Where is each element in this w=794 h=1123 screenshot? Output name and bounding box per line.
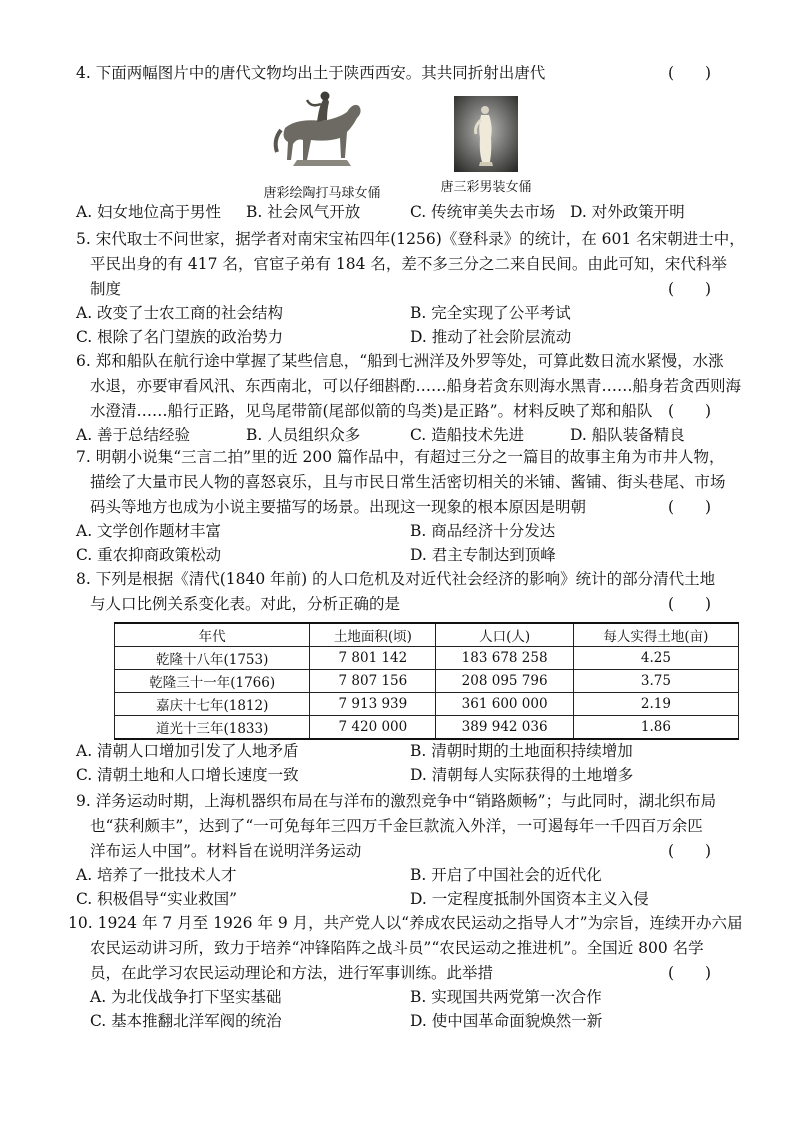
table-header-cell: 每人实得土地(亩) — [573, 623, 738, 647]
table-cell: 7 801 142 — [310, 647, 436, 670]
table-cell: 1.86 — [573, 716, 738, 740]
q10-answer-paren: ( ) — [668, 964, 712, 982]
q5-answer-paren: ( ) — [668, 280, 712, 298]
q8-option-a[interactable]: A. 清朝人口增加引发了人地矛盾 — [76, 742, 299, 760]
table-header-row — [115, 623, 739, 647]
q5-stem-line-2: 平民出身的有 417 名，官宦子弟有 184 名，差不多三分之二来自民间。由此可知，宋代科举 — [90, 255, 727, 273]
q6-stem-line-3: 水澄清……船行正路，见鸟尾带箭(尾部似箭的鸟类)是正路”。材料反映了郑和船队 — [90, 402, 653, 420]
q9-answer-paren: ( ) — [668, 842, 712, 860]
q6-answer-paren: ( ) — [668, 402, 712, 420]
q7-option-b[interactable]: B. 商品经济十分发达 — [410, 522, 556, 540]
q4-figure-polo-player — [262, 88, 382, 201]
q6-option-a[interactable]: A. 善于总结经验 — [76, 426, 191, 444]
table-header-cell: 人口(人) — [436, 623, 573, 647]
q9-stem-line-2: 也“获利颇丰”，达到了“一可免每年三四万千金巨款流入外洋，一可遏每年一千四百万余匹 — [90, 817, 703, 835]
table-cell: 389 942 036 — [436, 716, 573, 740]
table-header-cell: 土地面积(顷) — [310, 623, 436, 647]
q10-option-a[interactable]: A. 为北伐战争打下坚实基础 — [90, 988, 282, 1006]
q4-option-c[interactable]: C. 传统审美失去市场 — [410, 203, 556, 221]
table-cell: 4.25 — [573, 647, 738, 670]
q8-option-b[interactable]: B. 清朝时期的土地面积持续增加 — [410, 742, 633, 760]
q9-stem-line-3: 洋布运人中国”。材料旨在说明洋务运动 — [90, 842, 362, 860]
q4-figure-female-figurine — [436, 96, 536, 195]
q10-stem-line-1: 10. 1924 年 7 月至 1926 年 9 月，共产党人以“养成农民运动之指导人才”为宗旨，连续开办六届 — [68, 914, 743, 932]
q10-option-d[interactable]: D. 使中国革命面貌焕然一新 — [410, 1012, 603, 1030]
table-cell: 3.75 — [573, 670, 738, 693]
q5-option-a[interactable]: A. 改变了士农工商的社会结构 — [76, 304, 284, 322]
q9-option-a[interactable]: A. 培养了一批技术人才 — [76, 866, 237, 884]
q4-option-a[interactable]: A. 妇女地位高于男性 — [76, 203, 222, 221]
q6-option-c[interactable]: C. 造船技术先进 — [410, 426, 525, 444]
q10-stem-line-2: 农民运动讲习所，致力于培养“冲锋陷阵之战斗员”“农民运动之推进机”。全国近 800 名学 — [90, 939, 704, 957]
table-row — [115, 670, 739, 693]
table-row — [115, 647, 739, 670]
q9-stem-line-1: 9. 洋务运动时期，上海机器织布局在与洋布的激烈竞争中“销路颇畅”；与此同时，湖北织布局 — [76, 792, 717, 810]
table-row — [115, 716, 739, 740]
q4-answer-paren: ( ) — [668, 64, 712, 82]
q7-option-a[interactable]: A. 文学创作题材丰富 — [76, 522, 222, 540]
q9-option-d[interactable]: D. 一定程度抵制外国资本主义入侵 — [410, 890, 649, 908]
table-cell: 嘉庆十七年(1812) — [115, 693, 310, 716]
q7-stem-line-1: 7. 明朝小说集“三言二拍”里的近 200 篇作品中，有超过三分之一篇目的故事主角为市井人物， — [76, 448, 725, 466]
q7-stem-line-2: 描绘了大量市民人物的喜怒哀乐，且与市民日常生活密切相关的米铺、酱铺、街头巷尾、市场 — [90, 473, 726, 491]
table-cell: 7 913 939 — [310, 693, 436, 716]
q10-option-c[interactable]: C. 基本推翻北洋军阀的统治 — [90, 1012, 282, 1030]
q8-stem-line-2: 与人口比例关系变化表。对此，分析正确的是 — [90, 595, 401, 613]
q5-stem-line-1: 5. 宋代取士不问世家，据学者对南宋宝祐四年(1256)《登科录》的统计，在 601 名宋朝进士中， — [76, 230, 745, 248]
table-cell: 乾隆三十一年(1766) — [115, 670, 310, 693]
sancai-female-figurine-image — [454, 96, 518, 172]
q4-option-b[interactable]: B. 社会风气开放 — [246, 203, 361, 221]
table-cell: 7 420 000 — [310, 716, 436, 740]
table-header-cell: 年代 — [115, 623, 310, 647]
q4-fig1-caption: 唐彩绘陶打马球女俑 — [263, 186, 381, 201]
q8-land-population-table — [114, 622, 739, 740]
q6-option-b[interactable]: B. 人员组织众多 — [246, 426, 361, 444]
table-cell: 乾隆十八年(1753) — [115, 647, 310, 670]
q5-option-d[interactable]: D. 推动了社会阶层流动 — [410, 328, 572, 346]
q7-stem-line-3: 码头等地方也成为小说主要描写的场景。出现这一现象的根本原因是明朝 — [90, 498, 587, 516]
q10-stem-line-3: 员，在此学习农民运动理论和方法，进行军事训练。此举措 — [90, 964, 494, 982]
q8-answer-paren: ( ) — [668, 595, 712, 613]
table-row — [115, 693, 739, 716]
q8-option-d[interactable]: D. 清朝每人实际获得的土地增多 — [410, 766, 634, 784]
q8-stem-line-1: 8. 下列是根据《清代(1840 年前) 的人口危机及对近代社会经济的影响》统计的部分清代土地 — [76, 570, 716, 588]
q7-answer-paren: ( ) — [668, 498, 712, 516]
table-cell: 2.19 — [573, 693, 738, 716]
q4-stem: 4. 下面两幅图片中的唐代文物均出土于陕西西安。其共同折射出唐代 — [76, 64, 546, 82]
q6-stem-line-2: 水退，亦要审看风汛、东西南北，可以仔细斟酌……船身若贪东则海水黑青……船身若贪西则海 — [90, 377, 742, 395]
q9-option-b[interactable]: B. 开启了中国社会的近代化 — [410, 866, 602, 884]
q4-fig2-caption: 唐三彩男装女俑 — [440, 180, 532, 195]
q7-option-c[interactable]: C. 重农抑商政策松动 — [76, 546, 222, 564]
q4-option-d[interactable]: D. 对外政策开明 — [570, 203, 685, 221]
q5-option-b[interactable]: B. 完全实现了公平考试 — [410, 304, 571, 322]
q6-stem-line-1: 6. 郑和船队在航行途中掌握了某些信息，“船到七洲洋及外罗等处，可算此数日流水紧慢，水涨 — [76, 352, 724, 370]
table-cell: 361 600 000 — [436, 693, 573, 716]
table-cell: 208 095 796 — [436, 670, 573, 693]
q10-option-b[interactable]: B. 实现国共两党第一次合作 — [410, 988, 602, 1006]
q5-option-c[interactable]: C. 根除了名门望族的政治势力 — [76, 328, 284, 346]
q5-stem-line-3: 制度 — [90, 280, 122, 298]
q9-option-c[interactable]: C. 积极倡导“实业救国” — [76, 890, 238, 908]
table-cell: 7 807 156 — [310, 670, 436, 693]
polo-horse-figurine-image — [267, 88, 377, 178]
q6-option-d[interactable]: D. 船队装备精良 — [570, 426, 685, 444]
table-cell: 183 678 258 — [436, 647, 573, 670]
table-cell: 道光十三年(1833) — [115, 716, 310, 740]
q7-option-d[interactable]: D. 君主专制达到顶峰 — [410, 546, 556, 564]
q8-option-c[interactable]: C. 清朝土地和人口增长速度一致 — [76, 766, 299, 784]
